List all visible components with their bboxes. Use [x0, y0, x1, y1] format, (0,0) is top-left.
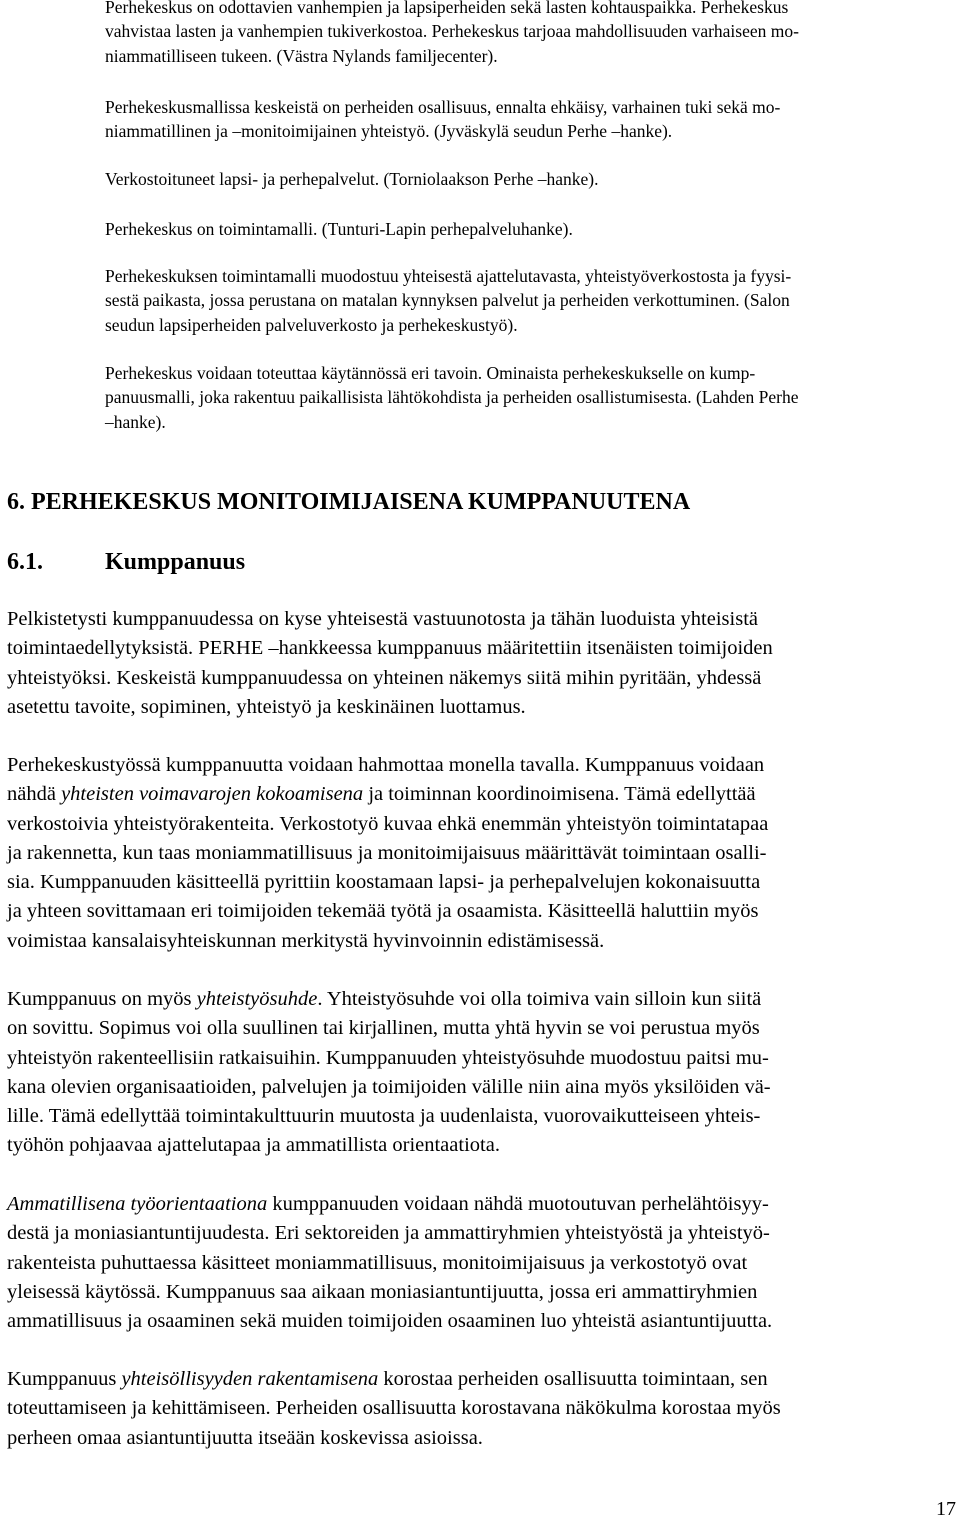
emphasis-text: Ammatillisena työorientaationa	[7, 1193, 268, 1215]
intro-paragraph-1: Perhekeskus on odottavien vanhempien ja lapsiperheiden sekä lasten kohtauspaikka. Perhekeskus vahvistaa lasten ja vanhempien tukiverkostoa. Perhekeskus tarjoaa mahdollisuuden varhaiseen mo- niammatilliseen tukeen. (Västra Nylands familjecenter).	[105, 0, 799, 66]
subsection-heading	[7, 546, 245, 578]
page-number: 17	[936, 1498, 956, 1520]
body-paragraph-2: Perhekeskustyössä kumppanuutta voidaan hahmottaa monella tavalla. Kumppanuus voidaan nähdä yhteisten voimavarojen kokoamisena ja toiminnan koordinoimisena. Tämä edellyttää verkostoivia yhteistyörakenteita. Verkostotyö kuvaa ehkä enemmän yhteistyön toimintatapaa ja rakennetta, kun taas moniammatillisuus ja monitoimijaisuus määrittävät toimintaan osalli- sia. Kumppanuuden käsitteellä pyrittiin koostamaan lapsi- ja perhepalvelujen kokonaisuutta ja yhteen sovittamaan eri toimijoiden tekemää työtä ja osaamista. Käsitteellä haluttiin myös voimistaa kansalaisyhteiskunnan merkitystä hyvinvoinnin edistämisessä.	[7, 754, 769, 952]
body-paragraph-4: Ammatillisena työorientaationa kumppanuuden voidaan nähdä muotoutuvan perhelähtöisyy- destä ja moniasiantuntijuudesta. Eri sektoreiden ja ammattiryhmien yhteistyöstä ja yhteistyö- rakenteista puhuttaessa käsitteet moniammatillisuus, monitoimijaisuus ja verkostotyö ovat yleisessä käytössä. Kumppanuus saa aikaan moniasiantuntijuutta, jossa eri ammattiryhmien ammatillisuus ja osaaminen sekä muiden toimijoiden osaaminen luo yhteistä asiantuntijuutta.	[7, 1193, 773, 1333]
emphasis-text: yhteistyösuhde	[196, 988, 318, 1010]
intro-paragraph-4: Perhekeskus on toimintamalli. (Tunturi-Lapin perhepalveluhanke).	[105, 219, 573, 239]
emphasis-text: yhteisöllisyyden rakentamisena	[121, 1368, 379, 1390]
intro-paragraph-3: Verkostoituneet lapsi- ja perhepalvelut. (Torniolaakson Perhe –hanke).	[105, 169, 599, 189]
intro-paragraph-2: Perhekeskusmallissa keskeistä on perheiden osallisuus, ennalta ehkäisy, varhainen tuki sekä mo- niammatillinen ja –monitoimijainen yhteistyö. (Jyväskylä seudun Perhe –hanke).	[105, 97, 781, 142]
emphasis-text: yhteisten voimavarojen kokoamisena	[61, 783, 364, 806]
section-heading: 6. PERHEKESKUS MONITOIMIJAISENA KUMPPANUUTENA	[7, 489, 691, 515]
subsection-title: Kumppanuus	[105, 549, 246, 575]
subsection-number: 6.1.	[7, 549, 43, 575]
intro-paragraph-6: Perhekeskus voidaan toteuttaa käytännössä eri tavoin. Ominaista perhekeskukselle on kump- panuusmalli, joka rakentuu paikallisista lähtökohdista ja perheiden osallistumisesta. (Lahden Perhe –hanke).	[105, 363, 799, 432]
body-paragraph-3: Kumppanuus on myös yhteistyösuhde. Yhteistyösuhde voi olla toimiva vain silloin kun siitä on sovittu. Sopimus voi olla suullinen tai kirjallinen, mutta yhtä hyvin se voi perustua myös yhteistyön rakenteellisiin ratkaisuihin. Kumppanuuden yhteistyösuhde muodostuu paitsi mu- kana olevien organisaatioiden, palvelujen ja toimijoiden välille niin aina myös yksilöiden vä- lille. Tämä edellyttää toimintakulttuurin muutosta ja uudenlaista, vuorovaikutteiseen yhteis- työhön pohjaavaa ajattelutapaa ja ammatillista orientaatiota.	[7, 988, 771, 1157]
body-paragraph-5: Kumppanuus yhteisöllisyyden rakentamisena korostaa perheiden osallisuutta toimintaan, sen toteuttamiseen ja kehittämiseen. Perheiden osallisuutta korostavana näkökulma korostaa myös perheen omaa asiantuntijuutta itseään koskevissa asioissa.	[7, 1368, 781, 1449]
intro-paragraph-5: Perhekeskuksen toimintamalli muodostuu yhteisestä ajattelutavasta, yhteistyöverkostosta ja fyysi- sestä paikasta, jossa perustana on matalan kynnyksen palvelut ja perheiden verkottuminen. (Salon seudun lapsiperheiden palveluverkosto ja perhekeskustyö).	[105, 266, 792, 335]
body-paragraph-1: Pelkistetysti kumppanuudessa on kyse yhteisestä vastuunotosta ja tähän luoduista yhteisistä toimintaedellytyksistä. PERHE –hankkeessa kumppanuus määritettiin itsenäisten toimijoiden yhteistyöksi. Keskeistä kumppanuudessa on yhteinen näkemys siitä mihin pyritään, yhdessä asetettu tavoite, sopiminen, yhteistyö ja keskinäinen luottamus.	[7, 608, 773, 718]
